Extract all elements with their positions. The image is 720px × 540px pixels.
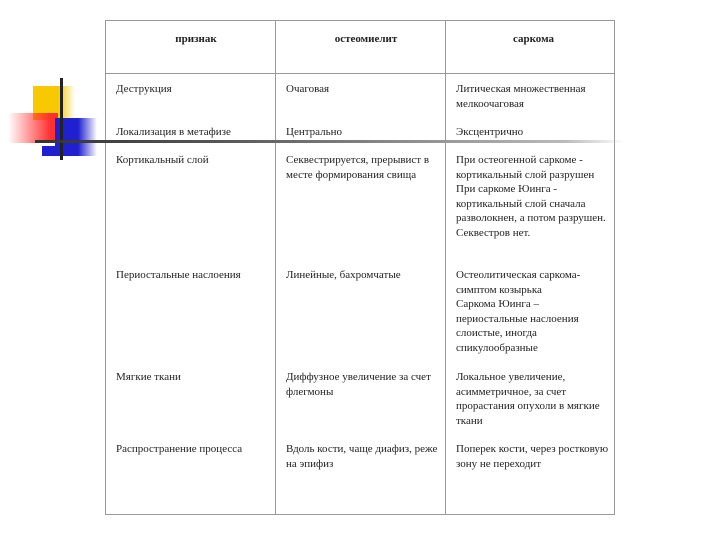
comparison-table xyxy=(105,20,615,515)
cell: Периостальные наслоения xyxy=(116,269,241,281)
decor-vertical-line xyxy=(60,78,63,160)
cell: Кортикальный слой xyxy=(116,154,209,166)
cell: Центрально xyxy=(286,126,343,138)
cell: Линейные, бахромчатые xyxy=(286,269,401,281)
cell: Секвестрируется, прерывист в месте формирования свища xyxy=(286,154,430,181)
cell: Распространение процесса xyxy=(116,443,243,455)
cell: Эксцентрично xyxy=(456,126,524,138)
decor-blue-square-small xyxy=(42,146,60,156)
cell: Диффузное увеличение за счет флегмоны xyxy=(286,371,431,398)
cell: Деструкция xyxy=(116,83,172,95)
decor-red-square xyxy=(8,113,58,143)
cell: Мягкие ткани xyxy=(116,371,181,383)
header-divider xyxy=(106,73,614,74)
cell: Литическая множественная мелкоочаговая xyxy=(456,83,586,110)
cell: Вдоль кости, чаще диафиз, реже на эпифиз xyxy=(286,443,438,470)
header-sign: признак xyxy=(175,33,217,45)
cell: Локальное увеличение, асимметричное, за счет прорастания опухоли в мягкие ткани xyxy=(456,371,600,427)
header-sarcoma: саркома xyxy=(512,33,555,45)
cell: Локализация в метафизе xyxy=(116,126,231,138)
cell: Поперек кости, через ростковую зону не переходит xyxy=(456,443,609,470)
cell: Остеолитическая саркома- симптом козырька Саркома Юинга – периостальные наслоения слоистые, иногда спикулообразные xyxy=(456,269,581,354)
cell: Очаговая xyxy=(286,83,330,95)
cell: При остеогенной саркоме - кортикальный слой разрушен При саркоме Юинга - кортикальный слой сначала разволокнен, а потом разрушен. Секвестров нет. xyxy=(456,154,606,239)
header-osteomyelitis: остеомиелит xyxy=(334,33,398,45)
decor-horizontal-line xyxy=(35,140,625,143)
